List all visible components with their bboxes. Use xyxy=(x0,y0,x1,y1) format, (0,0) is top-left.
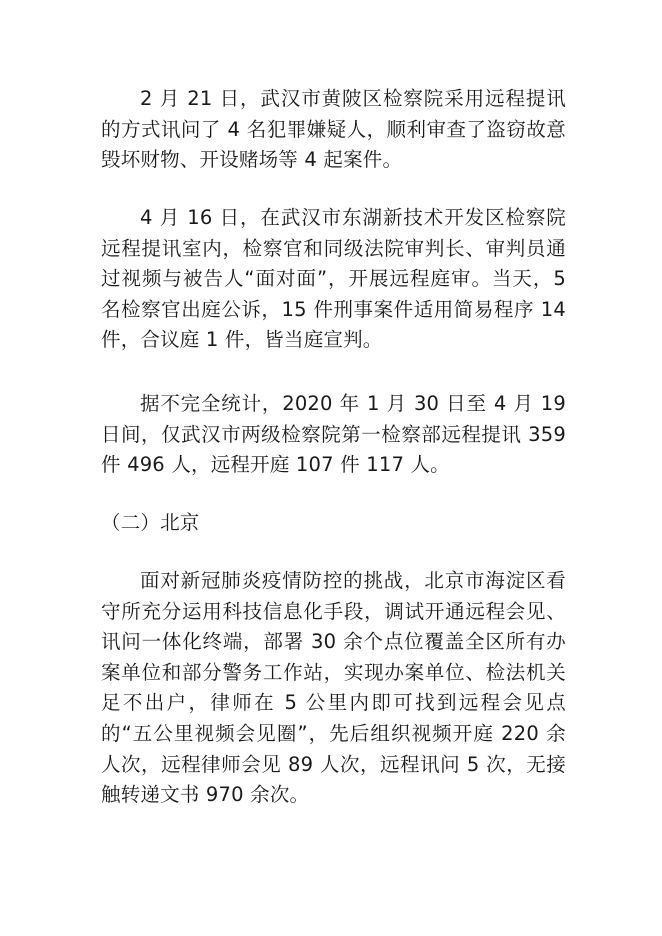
section-heading-beijing: （二）北京 xyxy=(101,511,200,534)
paragraph-wuhan-huangpi: 2 月 21 日，武汉市黄陂区检察院采用远程提讯的方式讯问了 4 名犯罪嫌疑人，顺利审查了盗窃故意毁坏财物、开设赌场等 4 起案件。 xyxy=(101,87,566,172)
paragraph-wuhan-donghu: 4 月 16 日，在武汉市东湖新技术开发区检察院远程提讯室内，检察官和同级法院审判长、审判员通过视频与被告人“面对面”，开展远程庭审。当天，5 名检察官出庭公诉，15 件刑事案件适用简易程序 14 件，合议庭 1 件，皆当庭宣判。 xyxy=(101,206,566,352)
paragraph-wuhan-statistics: 据不完全统计，2020 年 1 月 30 日至 4 月 19 日间，仅武汉市两级检察院第一检察部远程提讯 359 件 496 人，远程开庭 107 件 117 人。 xyxy=(101,392,566,477)
paragraph-beijing-haidian: 面对新冠肺炎疫情防控的挑战，北京市海淀区看守所充分运用科技信息化手段，调试开通远程会见、讯问一体化终端，部署 30 余个点位覆盖全区所有办案单位和部分警务工作站，实现办案单位、检法机关足不出户，律师在 5 公里内即可找到远程会见点的“五公里视频会见圈”，先后组织视频开庭 220 余人次，远程律师会见 89 人次，远程讯问 5 次，无接触转递文书 970 余次。 xyxy=(101,569,566,807)
